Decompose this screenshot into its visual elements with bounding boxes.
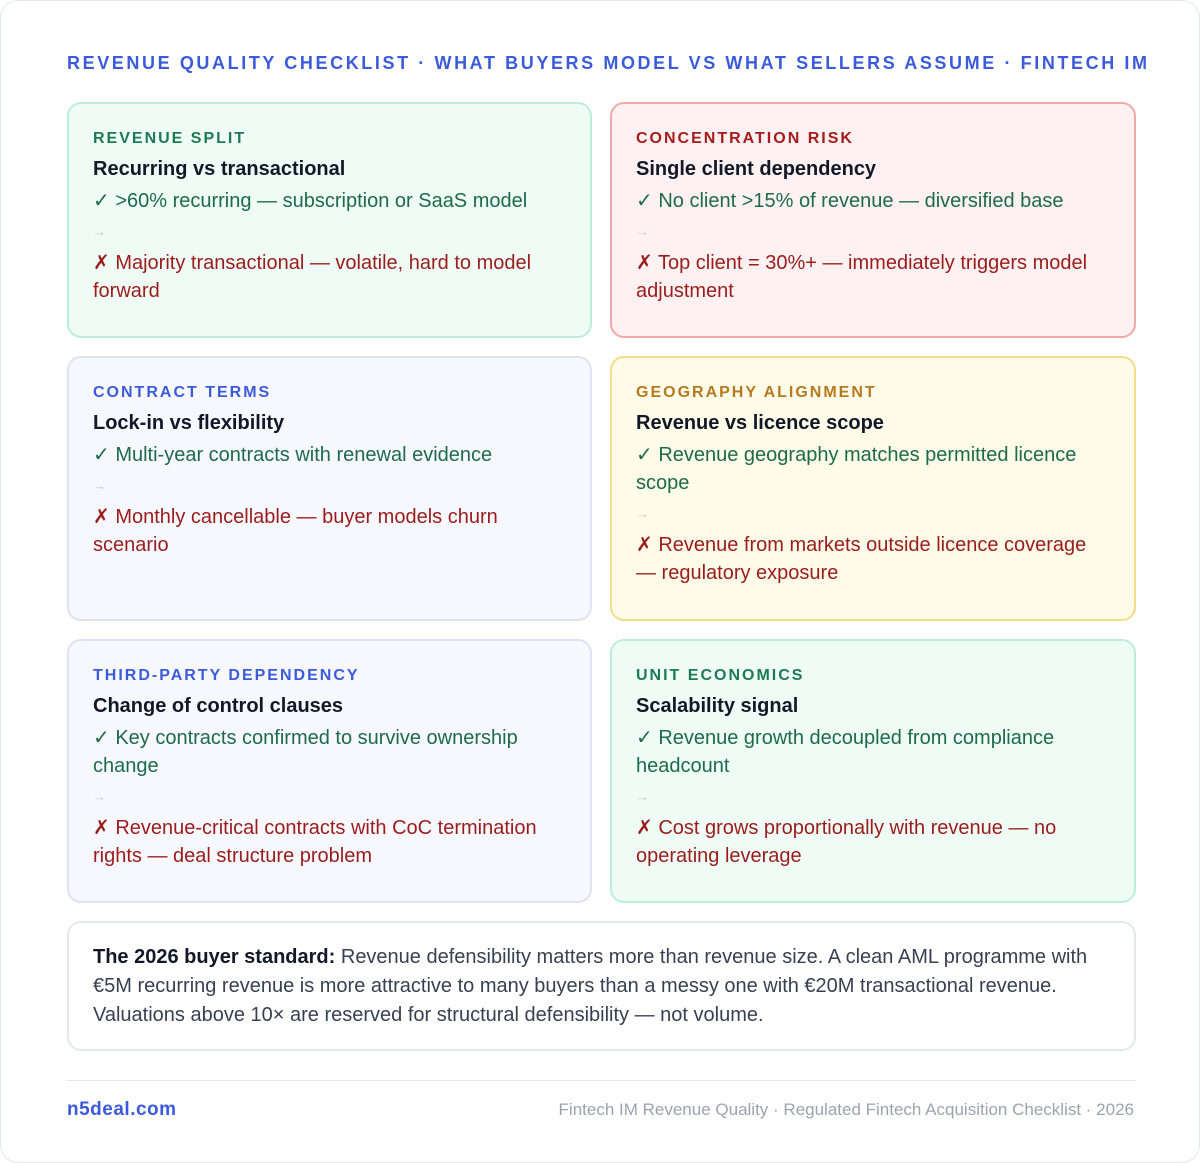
card-good-point: ✓ No client >15% of revenue — diversified base <box>636 190 1064 212</box>
card-revenue-split <box>67 102 592 338</box>
card-title: Recurring vs transactional <box>93 158 346 180</box>
page-title: REVENUE QUALITY CHECKLIST · WHAT BUYERS MODEL VS WHAT SELLERS ASSUME · FINTECH IM <box>67 53 1150 73</box>
card-label: THIRD-PARTY DEPENDENCY <box>93 667 360 684</box>
footer-brand-link[interactable]: n5deal.com <box>67 1099 177 1120</box>
card-label: UNIT ECONOMICS <box>636 667 805 684</box>
card-label: CONCENTRATION RISK <box>636 130 854 147</box>
card-unit-economics <box>610 639 1136 903</box>
card-good-point: ✓ Revenue geography matches permitted licence scope <box>636 444 1077 494</box>
card-bad-point: ✗ Monthly cancellable — buyer models churn scenario <box>93 506 498 556</box>
summary-box <box>67 921 1136 1051</box>
card-label: REVENUE SPLIT <box>93 130 247 147</box>
card-bad-point: ✗ Revenue-critical contracts with CoC termination rights — deal structure problem <box>93 817 537 867</box>
card-bad-point: ✗ Majority transactional — volatile, hard to model forward <box>93 252 532 302</box>
card-good-point: ✓ Revenue growth decoupled from compliance headcount <box>636 727 1055 777</box>
arrow-icon: → <box>93 478 106 493</box>
footer-caption: Fintech IM Revenue Quality · Regulated Fintech Acquisition Checklist · 2026 <box>558 1100 1134 1119</box>
arrow-icon: → <box>93 789 106 804</box>
card-contract-terms <box>67 356 592 621</box>
arrow-icon: → <box>636 789 649 804</box>
summary-lead: The 2026 buyer standard: <box>93 946 336 968</box>
card-bad-point: ✗ Cost grows proportionally with revenue — no operating leverage <box>636 817 1057 867</box>
footer-divider <box>67 1080 1136 1081</box>
card-good-point: ✓ Key contracts confirmed to survive ownership change <box>93 727 518 777</box>
card-label: GEOGRAPHY ALIGNMENT <box>636 384 877 401</box>
card-title: Change of control clauses <box>93 695 344 717</box>
card-concentration-risk <box>610 102 1136 338</box>
card-geography-alignment <box>610 356 1136 621</box>
card-label: CONTRACT TERMS <box>93 384 272 401</box>
card-good-point: ✓ Multi-year contracts with renewal evidence <box>93 444 493 466</box>
summary-body: Revenue defensibility matters more than revenue size. A clean AML programme with €5M recurring revenue is more attractive to many buyers than a messy one with €20M transactional revenue. Valuations above 10× are reserved for structural defensibility — not volume. <box>93 946 1088 1026</box>
arrow-icon: → <box>93 224 106 239</box>
card-title: Lock-in vs flexibility <box>93 412 285 434</box>
card-bad-point: ✗ Revenue from markets outside licence coverage — regulatory exposure <box>636 534 1087 584</box>
arrow-icon: → <box>636 224 649 239</box>
card-title: Scalability signal <box>636 695 799 717</box>
card-title: Revenue vs licence scope <box>636 412 884 434</box>
card-good-point: ✓ >60% recurring — subscription or SaaS model <box>93 190 528 212</box>
arrow-icon: → <box>636 506 649 521</box>
card-third-party-dependency <box>67 639 592 903</box>
card-title: Single client dependency <box>636 158 877 180</box>
card-bad-point: ✗ Top client = 30%+ — immediately triggers model adjustment <box>636 252 1088 302</box>
